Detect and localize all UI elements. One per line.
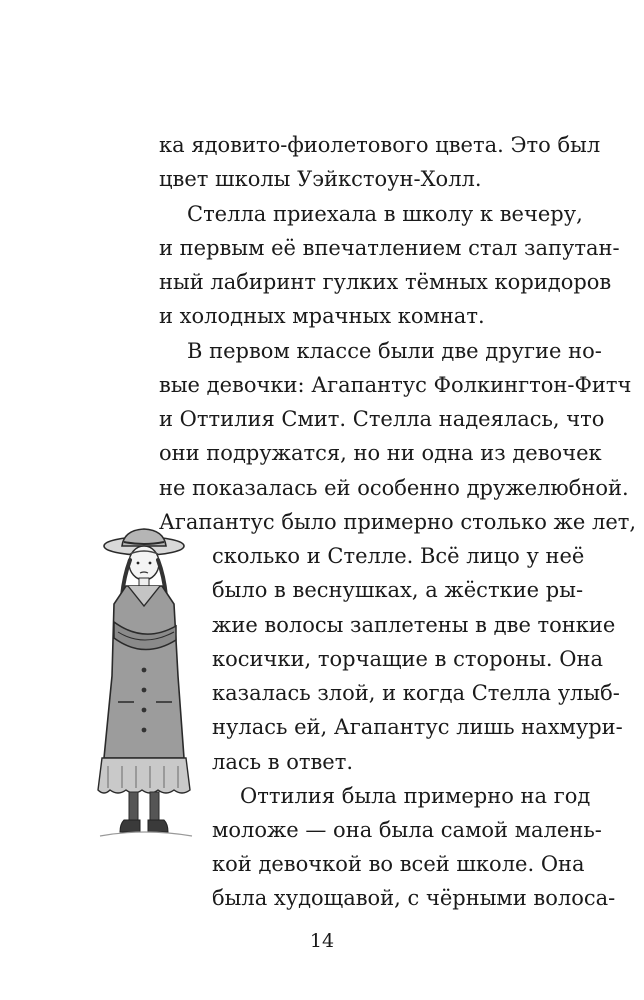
page-number: 14 — [309, 930, 335, 952]
text-line: ка ядовито-фиолетового цвета. Это был — [159, 133, 601, 157]
text-line: лась в ответ. — [212, 750, 354, 774]
text-line: кой девочкой во всей школе. Она — [212, 852, 585, 876]
text-line: и холодных мрачных комнат. — [159, 304, 485, 328]
text-line: и Оттилия Смит. Стелла надеялась, что — [159, 407, 605, 431]
text-line: моложе — она была самой малень- — [212, 818, 602, 842]
text-line: Агапантус было примерно столько же лет, — [159, 510, 637, 534]
text-line: жие волосы заплетены в две тонкие — [212, 613, 616, 637]
girl-illustration — [88, 526, 203, 842]
text-line: и первым её впечатлением стал запутан- — [159, 236, 620, 260]
text-line: косички, торчащие в стороны. Она — [212, 647, 604, 671]
text-line: Оттилия была примерно на год — [240, 784, 591, 808]
text-line: вые девочки: Агапантус Фолкингтон-Фитч — [159, 373, 632, 397]
text-line: было в веснушках, а жёсткие ры- — [212, 578, 584, 602]
text-line: ный лабиринт гулких тёмных коридоров — [159, 270, 612, 294]
text-line: нулась ей, Агапантус лишь нахмури- — [212, 715, 623, 739]
text-line: цвет школы Уэйкстоун-Холл. — [159, 167, 482, 191]
text-line: они подружатся, но ни одна из девочек — [159, 441, 602, 465]
text-line: казалась злой, и когда Стелла улыб- — [212, 681, 620, 705]
text-line: была худощавой, с чёрными волоса- — [212, 886, 616, 910]
text-line: не показалась ей особенно дружелюбной. — [159, 476, 629, 500]
text-line: В первом классе были две другие но- — [187, 339, 602, 363]
text-line: Стелла приехала в школу к вечеру, — [187, 202, 583, 226]
text-line: сколько и Стелле. Всё лицо у неё — [212, 544, 585, 568]
